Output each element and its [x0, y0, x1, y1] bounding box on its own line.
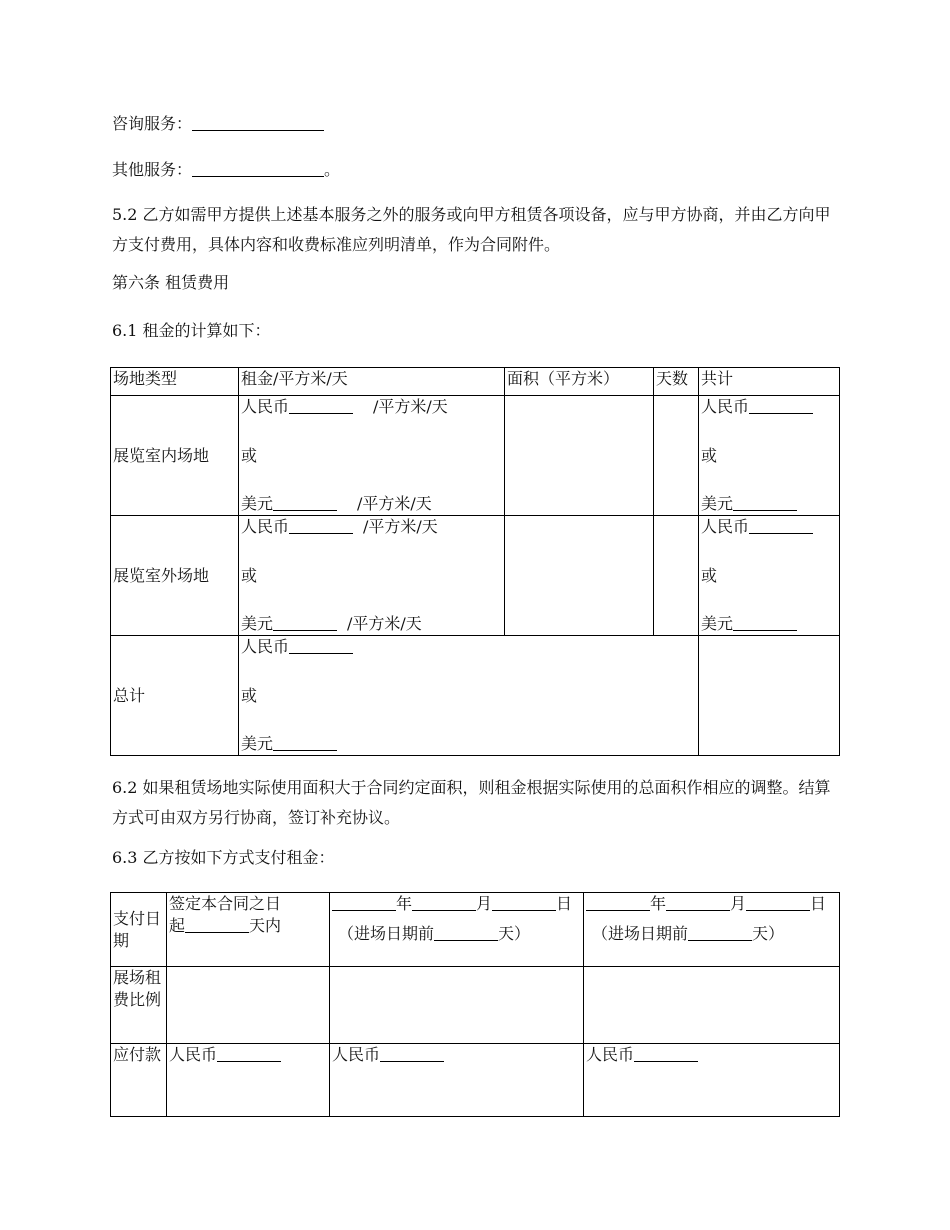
day-label: 日 [556, 894, 573, 913]
sign-date-text: 签定本合同之日 [169, 894, 282, 913]
payment-date-sign-cell [167, 893, 330, 967]
rent-indoor-total-usd-blank[interactable] [733, 496, 797, 511]
payment-amount-blank-2[interactable] [380, 1047, 444, 1062]
rent-indoor-usd-blank[interactable] [273, 496, 337, 511]
other-service-line [112, 159, 340, 181]
rent-total-label: 总计 [111, 636, 239, 756]
payment-amount-blank-1[interactable] [217, 1047, 281, 1062]
payment-amount-row [111, 1044, 840, 1117]
rmb-label: 人民币 [701, 517, 750, 536]
rent-indoor-rmb-line [241, 396, 502, 418]
usd-label: 美元 [241, 494, 274, 513]
days-close-label: 天） [498, 924, 531, 943]
per-unit-label: /平方米/天 [347, 614, 422, 633]
rent-indoor-usd-line [241, 493, 502, 515]
rmb-label: 人民币 [586, 1045, 635, 1064]
rent-header-days: 天数 [654, 368, 699, 396]
day-label: 日 [810, 894, 827, 913]
rent-outdoor-usd-blank[interactable] [273, 616, 337, 631]
day-blank[interactable] [492, 896, 556, 911]
usd-label: 美元 [241, 614, 274, 633]
rent-header-rent: 租金/平方米/天 [239, 368, 505, 396]
payment-amount-cell-1 [167, 1044, 330, 1117]
clause-5-2: 5.2 乙方如需甲方提供上述基本服务之外的服务或向甲方租赁各项设备，应与甲方协商，并由乙方向甲方支付费用，具体内容和收费标准应列明清单，作为合同附件。 [112, 205, 831, 254]
year-blank[interactable] [586, 896, 650, 911]
consult-service-line [112, 113, 324, 135]
payment-date-row [111, 893, 840, 967]
rent-indoor-rmb-blank[interactable] [289, 399, 353, 414]
or-label: 或 [241, 565, 258, 585]
rent-outdoor-total-cell [699, 516, 840, 636]
rent-total-usd-blank[interactable] [273, 736, 337, 751]
or-label: 或 [701, 445, 718, 465]
rent-outdoor-days[interactable] [654, 516, 699, 636]
rent-indoor-label: 展览室内场地 [111, 396, 239, 516]
rent-total-amount-cell [239, 636, 699, 756]
month-blank[interactable] [412, 896, 476, 911]
clause-6-2: 6.2 如果租赁场地实际使用面积大于合同约定面积，则租金根据实际使用的总面积作相应的调整。结算方式可由双方另行协商，签订补充协议。 [112, 778, 831, 827]
payment-amount-cell-3 [584, 1044, 840, 1117]
month-label: 月 [730, 894, 747, 913]
per-unit-label: /平方米/天 [373, 397, 448, 416]
payment-ratio-cell-2[interactable] [330, 967, 584, 1044]
month-blank[interactable] [666, 896, 730, 911]
rmb-label: 人民币 [241, 637, 290, 656]
year-label: 年 [650, 894, 667, 913]
rent-outdoor-total-rmb-blank[interactable] [749, 519, 813, 534]
usd-label: 美元 [701, 614, 734, 633]
payment-ratio-label: 展场租费比例 [111, 967, 167, 1044]
rent-indoor-area[interactable] [505, 396, 654, 516]
rmb-label: 人民币 [241, 517, 290, 536]
per-unit-label: /平方米/天 [357, 494, 432, 513]
rent-row-outdoor [111, 516, 840, 636]
day-blank[interactable] [746, 896, 810, 911]
other-service-label: 其他服务： [112, 160, 193, 179]
rent-outdoor-total-usd-blank[interactable] [733, 616, 797, 631]
month-label: 月 [476, 894, 493, 913]
payment-amount-label: 应付款 [111, 1044, 167, 1117]
payment-table [110, 892, 840, 1117]
rent-indoor-days[interactable] [654, 396, 699, 516]
clause-6-3: 6.3 乙方按如下方式支付租金： [112, 848, 335, 867]
rmb-label: 人民币 [169, 1045, 218, 1064]
other-service-suffix: 。 [324, 160, 341, 179]
rent-outdoor-area[interactable] [505, 516, 654, 636]
year-blank[interactable] [332, 896, 396, 911]
usd-label: 美元 [241, 734, 274, 753]
rent-row-indoor [111, 396, 840, 516]
consult-service-blank[interactable] [192, 114, 324, 131]
days-close-label: 天） [752, 924, 785, 943]
consult-service-label: 咨询服务： [112, 114, 193, 133]
rmb-label: 人民币 [701, 397, 750, 416]
rent-row-total [111, 636, 840, 756]
or-label: 或 [241, 445, 258, 465]
payment-date-third-cell [584, 893, 840, 967]
before-entry-label: （进场日期前 [338, 924, 435, 943]
rmb-label: 人民币 [332, 1045, 381, 1064]
rent-table-header-row [111, 368, 840, 396]
rent-total-rmb-blank[interactable] [289, 639, 353, 654]
per-unit-label: /平方米/天 [363, 517, 438, 536]
sign-qi-text: 起 [169, 916, 186, 935]
rent-header-area: 面积（平方米） [505, 368, 654, 396]
or-label: 或 [701, 565, 718, 585]
rent-header-total: 共计 [699, 368, 840, 396]
payment-amount-cell-2 [330, 1044, 584, 1117]
before-entry-label: （进场日期前 [592, 924, 689, 943]
rent-indoor-total-cell [699, 396, 840, 516]
clause-6-1: 6.1 租金的计算如下： [112, 321, 271, 340]
rent-table [110, 367, 840, 756]
sign-days-blank[interactable] [185, 918, 249, 933]
usd-label: 美元 [701, 494, 734, 513]
payment-date-label: 支付日期 [111, 893, 167, 967]
other-service-blank[interactable] [192, 160, 324, 177]
year-label: 年 [396, 894, 413, 913]
payment-ratio-cell-1[interactable] [167, 967, 330, 1044]
sign-days-text: 天内 [249, 916, 282, 935]
payment-date-second-cell [330, 893, 584, 967]
rent-outdoor-label: 展览室外场地 [111, 516, 239, 636]
payment-amount-blank-3[interactable] [634, 1047, 698, 1062]
rent-total-empty-cell [699, 636, 840, 756]
article-6-title: 第六条 租赁费用 [112, 273, 230, 292]
rent-indoor-total-rmb-blank[interactable] [749, 399, 813, 414]
or-label: 或 [241, 685, 258, 705]
before-entry-days-blank[interactable] [688, 926, 752, 941]
payment-ratio-row [111, 967, 840, 1044]
rmb-label: 人民币 [241, 397, 290, 416]
rent-outdoor-rate-cell [239, 516, 505, 636]
before-entry-days-blank[interactable] [434, 926, 498, 941]
rent-outdoor-rmb-blank[interactable] [289, 519, 353, 534]
payment-ratio-cell-3[interactable] [584, 967, 840, 1044]
rent-indoor-rate-cell [239, 396, 505, 516]
rent-header-site-type: 场地类型 [111, 368, 239, 396]
